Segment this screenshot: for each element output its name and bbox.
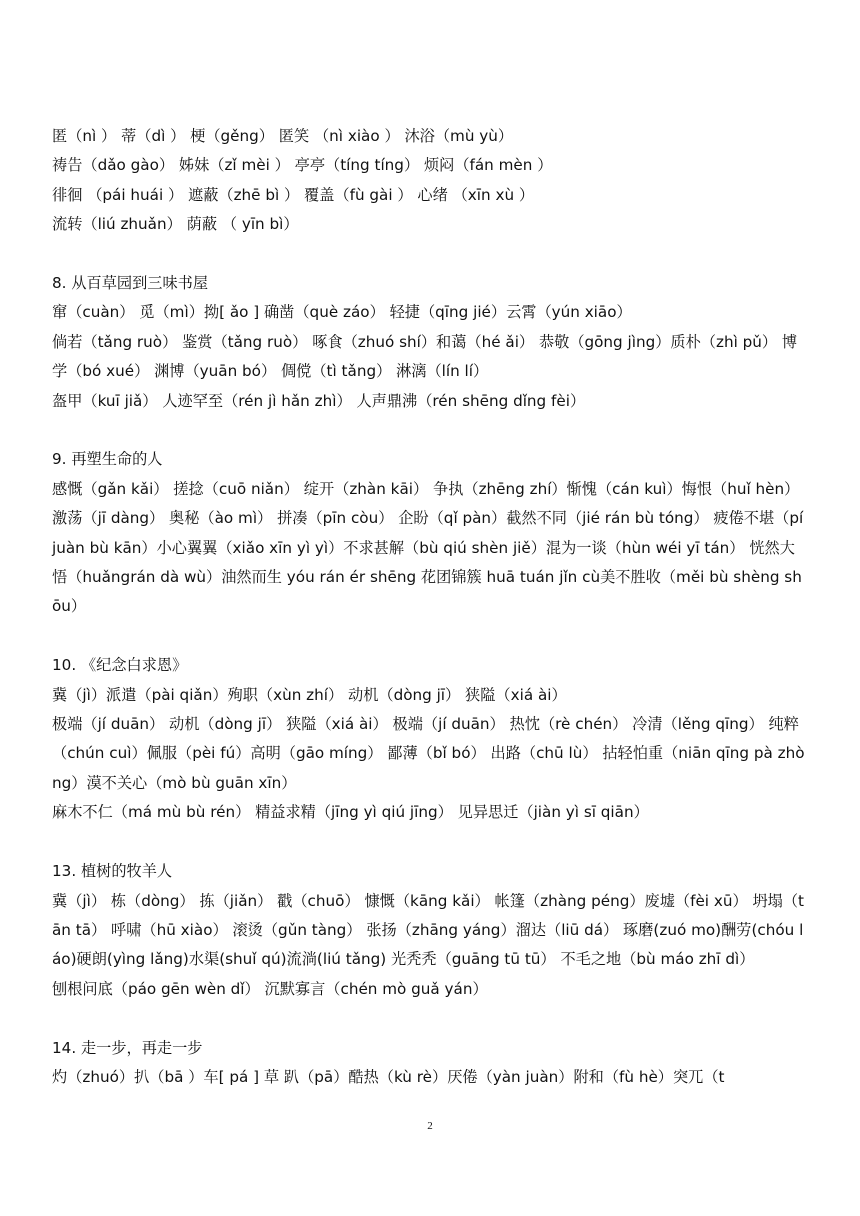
blank-line xyxy=(52,622,810,651)
blank-line xyxy=(52,240,810,269)
page-number: 2 xyxy=(427,1120,433,1132)
document-body xyxy=(52,122,810,1092)
text-line: 流转（liú zhuǎn） 荫蔽 （ yīn bì） xyxy=(52,215,299,234)
text-line: 窜（cuàn） 觅（mì）拗[ ǎo ] 确凿（què záo） 轻捷（qīng jié）云霄（yún xiāo） xyxy=(52,303,632,322)
text-line: 祷告（dǎo gào） 姊妹（zǐ mèi ） 亭亭（tíng tíng） 烦闷（fán mèn ） xyxy=(52,156,553,175)
section-heading: 13. 植树的牧羊人 xyxy=(52,862,173,881)
text-line: 徘徊 （pái huái ） 遮蔽（zhē bì ） 覆盖（fù gài ） 心绪 （xīn xù ） xyxy=(52,185,535,204)
section-heading: 9. 再塑生命的人 xyxy=(52,450,163,469)
text-line: 倘若（tǎng ruò） 鉴赏（tǎng ruò） 啄食（zhuó shí）和蔼（hé ǎi） 恭敬（gōng jìng）质朴（zhì pǔ） 博学（bó xué） 渊博（yuān bó） 倜傥（tì tǎng） 淋漓（lín lí） xyxy=(52,332,798,381)
text-paragraph: 冀（jì） 栋（dòng） 拣（jiǎn） 戳（chuō） 慷慨（kāng kǎi） 帐篷（zhàng péng）废墟（fèi xū） 坍塌（tān tā） 呼啸（hū xiào） 滚烫（gǔn tàng） 张扬（zhāng yáng）溜达（liū dá） 琢磨(zuó mo)酬劳(chóu láo)硬朗(yìng lǎng)水渠(shuǐ qú)流淌(liú tǎng) 光秃秃（guāng tū tū） 不毛之地（bù máo zhī dì） xyxy=(52,891,805,969)
text-line: 盔甲（kuī jiǎ） 人迹罕至（rén jì hǎn zhì） 人声鼎沸（rén shēng dǐng fèi） xyxy=(52,391,586,410)
text-line: 麻木不仁（má mù bù rén） 精益求精（jīng yì qiú jīng） 见异思迁（jiàn yì sī qiān） xyxy=(52,803,649,822)
text-line: 灼（zhuó）扒（bā ）车[ pá ] 草 趴（pā）酷热（kù rè）厌倦（yàn juàn）附和（fù hè）突兀（t xyxy=(52,1067,725,1086)
blank-line xyxy=(52,828,810,857)
text-paragraph: 极端（jí duān） 动机（dòng jī） 狭隘（xiá ài） 极端（jí duān） 热忱（rè chén） 冷清（lěng qīng） 纯粹（chún cuì）佩服（pèi fú）高明（gāo míng） 鄙薄（bǐ bó） 出路（chū lù） 拈轻怕重（niān qīng pà zhòng）漠不关心（mò bù guān xīn） xyxy=(52,715,805,792)
blank-line xyxy=(52,1004,810,1033)
text-line: 冀（jì）派遣（pài qiǎn）殉职（xùn zhí） 动机（dòng jī） 狭隘（xiá ài） xyxy=(52,685,567,704)
section-heading: 8. 从百草园到三味书屋 xyxy=(52,274,209,293)
text-line: 匿（nì ） 蒂（dì ） 梗（gěng） 匿笑 （nì xiào ） 沐浴（mù yù） xyxy=(52,127,514,145)
blank-line xyxy=(52,416,810,445)
section-heading: 14. 走一步，再走一步 xyxy=(52,1038,203,1057)
text-line: 刨根问底（páo gēn wèn dǐ） 沉默寡言（chén mò guǎ yán） xyxy=(52,979,488,998)
text-paragraph: 感慨（gǎn kǎi） 搓捻（cuō niǎn） 绽开（zhàn kāi） 争执（zhēng zhí）惭愧（cán kuì）悔恨（huǐ hèn）激荡（jī dàng） 奥秘（ào mì） 拼凑（pīn còu） 企盼（qǐ pàn）截然不同（jié rán bù tóng） 疲倦不堪（pí juàn bù kān）小心翼翼（xiǎo xīn yì yì）不求甚解（bù qiú shèn jiě）混为一谈（hùn wéi yī tán） 恍然大悟（huǎngrán dà wù）油然而生 yóu rán ér shēng 花团锦簇 huā tuán jǐn cù美不胜收（měi bù shèng shōu） xyxy=(52,479,804,616)
section-heading: 10. 《纪念白求恩》 xyxy=(52,656,188,675)
